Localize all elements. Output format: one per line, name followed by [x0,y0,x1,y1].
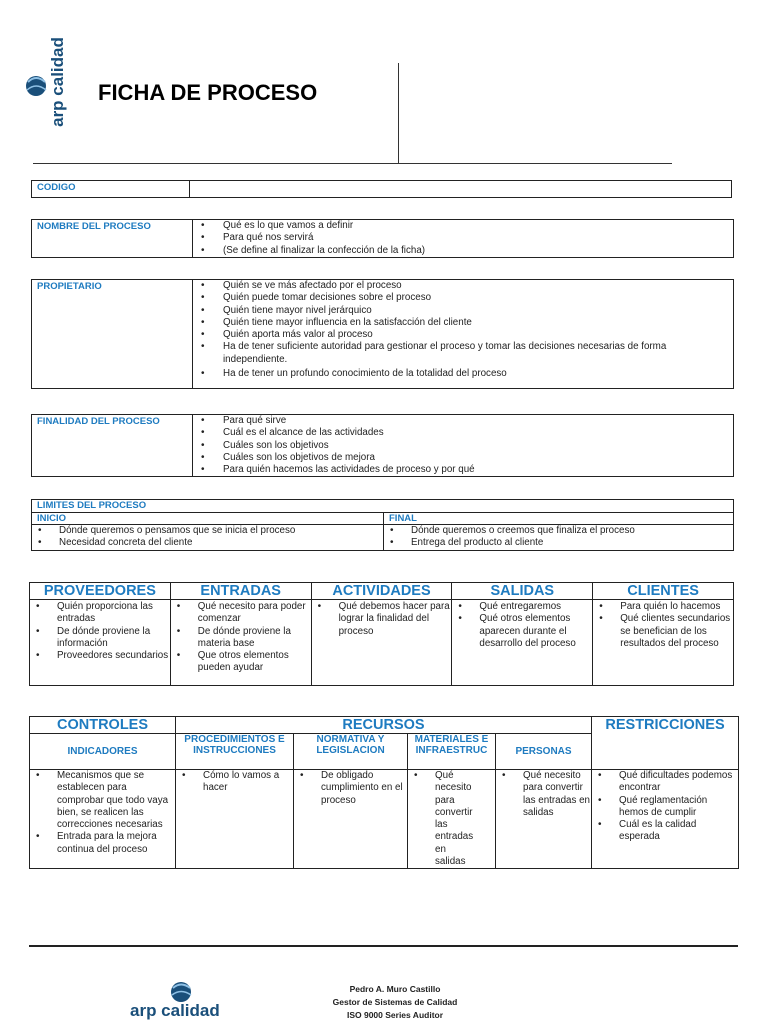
procedimientos-header: PROCEDIMIENTOS E INSTRUCCIONES [176,734,294,770]
codigo-table [31,180,732,198]
flujo-table [29,582,734,686]
normativa-header: NORMATIVA Y LEGISLACION [294,734,408,770]
header-horizontal-rule [33,163,672,164]
list-item: • Dónde queremos o creemos que finaliza el proceso [384,525,733,537]
list-item: • Cómo lo vamos a hacer [176,770,293,795]
list-item: • De dónde proviene la información [30,626,170,651]
list-item: • Quién aporta más valor al proceso [193,329,733,341]
list-item: • Proveedores secundarios [30,650,170,662]
list-item: • Entrada para la mejora continua del proceso [30,831,175,856]
list-item: • Cuáles son los objetivos [193,440,733,452]
list-item: • Qué necesito para convertir las entradas en salidas [408,770,495,868]
list-item: • Qué otros elementos aparecen durante el desarrollo del proceso [452,613,592,650]
limites-table [31,499,734,551]
codigo-value [190,181,732,198]
finalidad-label: FINALIDAD DEL PROCESO [32,415,193,477]
list-item: • Ha de tener suficiente autoridad para gestionar el proceso y tomar las decisiones necesarias de forma independiente. [193,341,733,366]
clientes-header: CLIENTES [593,583,734,600]
list-item: • Para quién lo hacemos [593,601,733,613]
footer-name: Pedro A. Muro Castillo [349,984,441,994]
list-item: • Para quién hacemos las actividades de proceso y por qué [193,464,733,476]
proveedores-header: PROVEEDORES [30,583,171,600]
personas-header: PERSONAS [496,734,592,770]
list-item: • Qué reglamentación hemos de cumplir [592,795,738,820]
list-item: • Qué debemos hacer para lograr la finalidad del proceso [312,601,452,638]
final-label: FINAL [384,513,734,525]
codigo-label: CODIGO [32,181,190,198]
footer-cert: ISO 9000 Series Auditor [346,1010,444,1020]
list-item: • De dónde proviene la materia base [171,626,311,651]
list-item: • Dónde queremos o pensamos que se inicia el proceso [32,525,383,537]
list-item: • Qué dificultades podemos encontrar [592,770,738,795]
list-item: • Mecanismos que se establecen para comprobar que todo vaya bien, se realicen las correcciones necesarias [30,770,175,831]
controles-header: CONTROLES [30,717,176,734]
list-item: • Cuál es el alcance de las actividades [193,427,733,439]
propietario-table [31,279,734,389]
list-item: • Cuáles son los objetivos de mejora [193,452,733,464]
restricciones-header: RESTRICCIONES [592,717,739,770]
materiales-header: MATERIALES E INFRAESTRUC [408,734,496,770]
recursos-header: RECURSOS [176,717,592,734]
list-item: • Qué necesito para poder comenzar [171,601,311,626]
list-item: • De obligado cumplimiento en el proceso [294,770,407,807]
footer-logo [128,978,238,1024]
list-item: • Quién puede tomar decisiones sobre el proceso [193,292,733,304]
footer-rule [29,945,738,947]
list-item: • Necesidad concreta del cliente [32,537,383,549]
page-title: FICHA DE PROCESO [98,80,318,105]
nombre-label: NOMBRE DEL PROCESO [32,220,193,258]
controles-table [29,716,739,869]
footer-role: Gestor de Sistemas de Calidad [332,997,458,1007]
header-logo [18,30,70,138]
header-vertical-rule [398,63,399,164]
finalidad-table [31,414,734,477]
list-item: • Qué entregaremos [452,601,592,613]
list-item: • (Se define al finalizar la confección de la ficha) [193,245,733,257]
list-item: • Para qué nos servirá [193,232,733,244]
entradas-header: ENTRADAS [170,583,311,600]
list-item: • Quién tiene mayor nivel jerárquico [193,305,733,317]
inicio-label: INICIO [32,513,384,525]
header-logo-text: arp calidad [48,37,67,127]
list-item: • Ha de tener un profundo conocimiento de la totalidad del proceso [193,368,733,380]
actividades-header: ACTIVIDADES [311,583,452,600]
list-item: • Quién proporciona las entradas [30,601,170,626]
list-item: • Quién tiene mayor influencia en la satisfacción del cliente [193,317,733,329]
limites-label: LIMITES DEL PROCESO [32,500,734,513]
list-item: • Que otros elementos pueden ayudar [171,650,311,675]
footer-signature [300,983,490,1022]
footer-logo-text: arp calidad [130,1001,220,1020]
list-item: • Qué es lo que vamos a definir [193,220,733,232]
list-item: • Cuál es la calidad esperada [592,819,738,844]
list-item: • Qué clientes secundarios se benefician de los resultados del proceso [593,613,733,650]
list-item: • Entrega del producto al cliente [384,537,733,549]
nombre-table [31,219,734,258]
list-item: • Para qué sirve [193,415,733,427]
list-item: • Qué necesito para convertir las entradas en salidas [496,770,591,819]
salidas-header: SALIDAS [452,583,593,600]
list-item: • Quién se ve más afectado por el proceso [193,280,733,292]
propietario-label: PROPIETARIO [32,280,193,389]
indicadores-header: INDICADORES [30,734,176,770]
